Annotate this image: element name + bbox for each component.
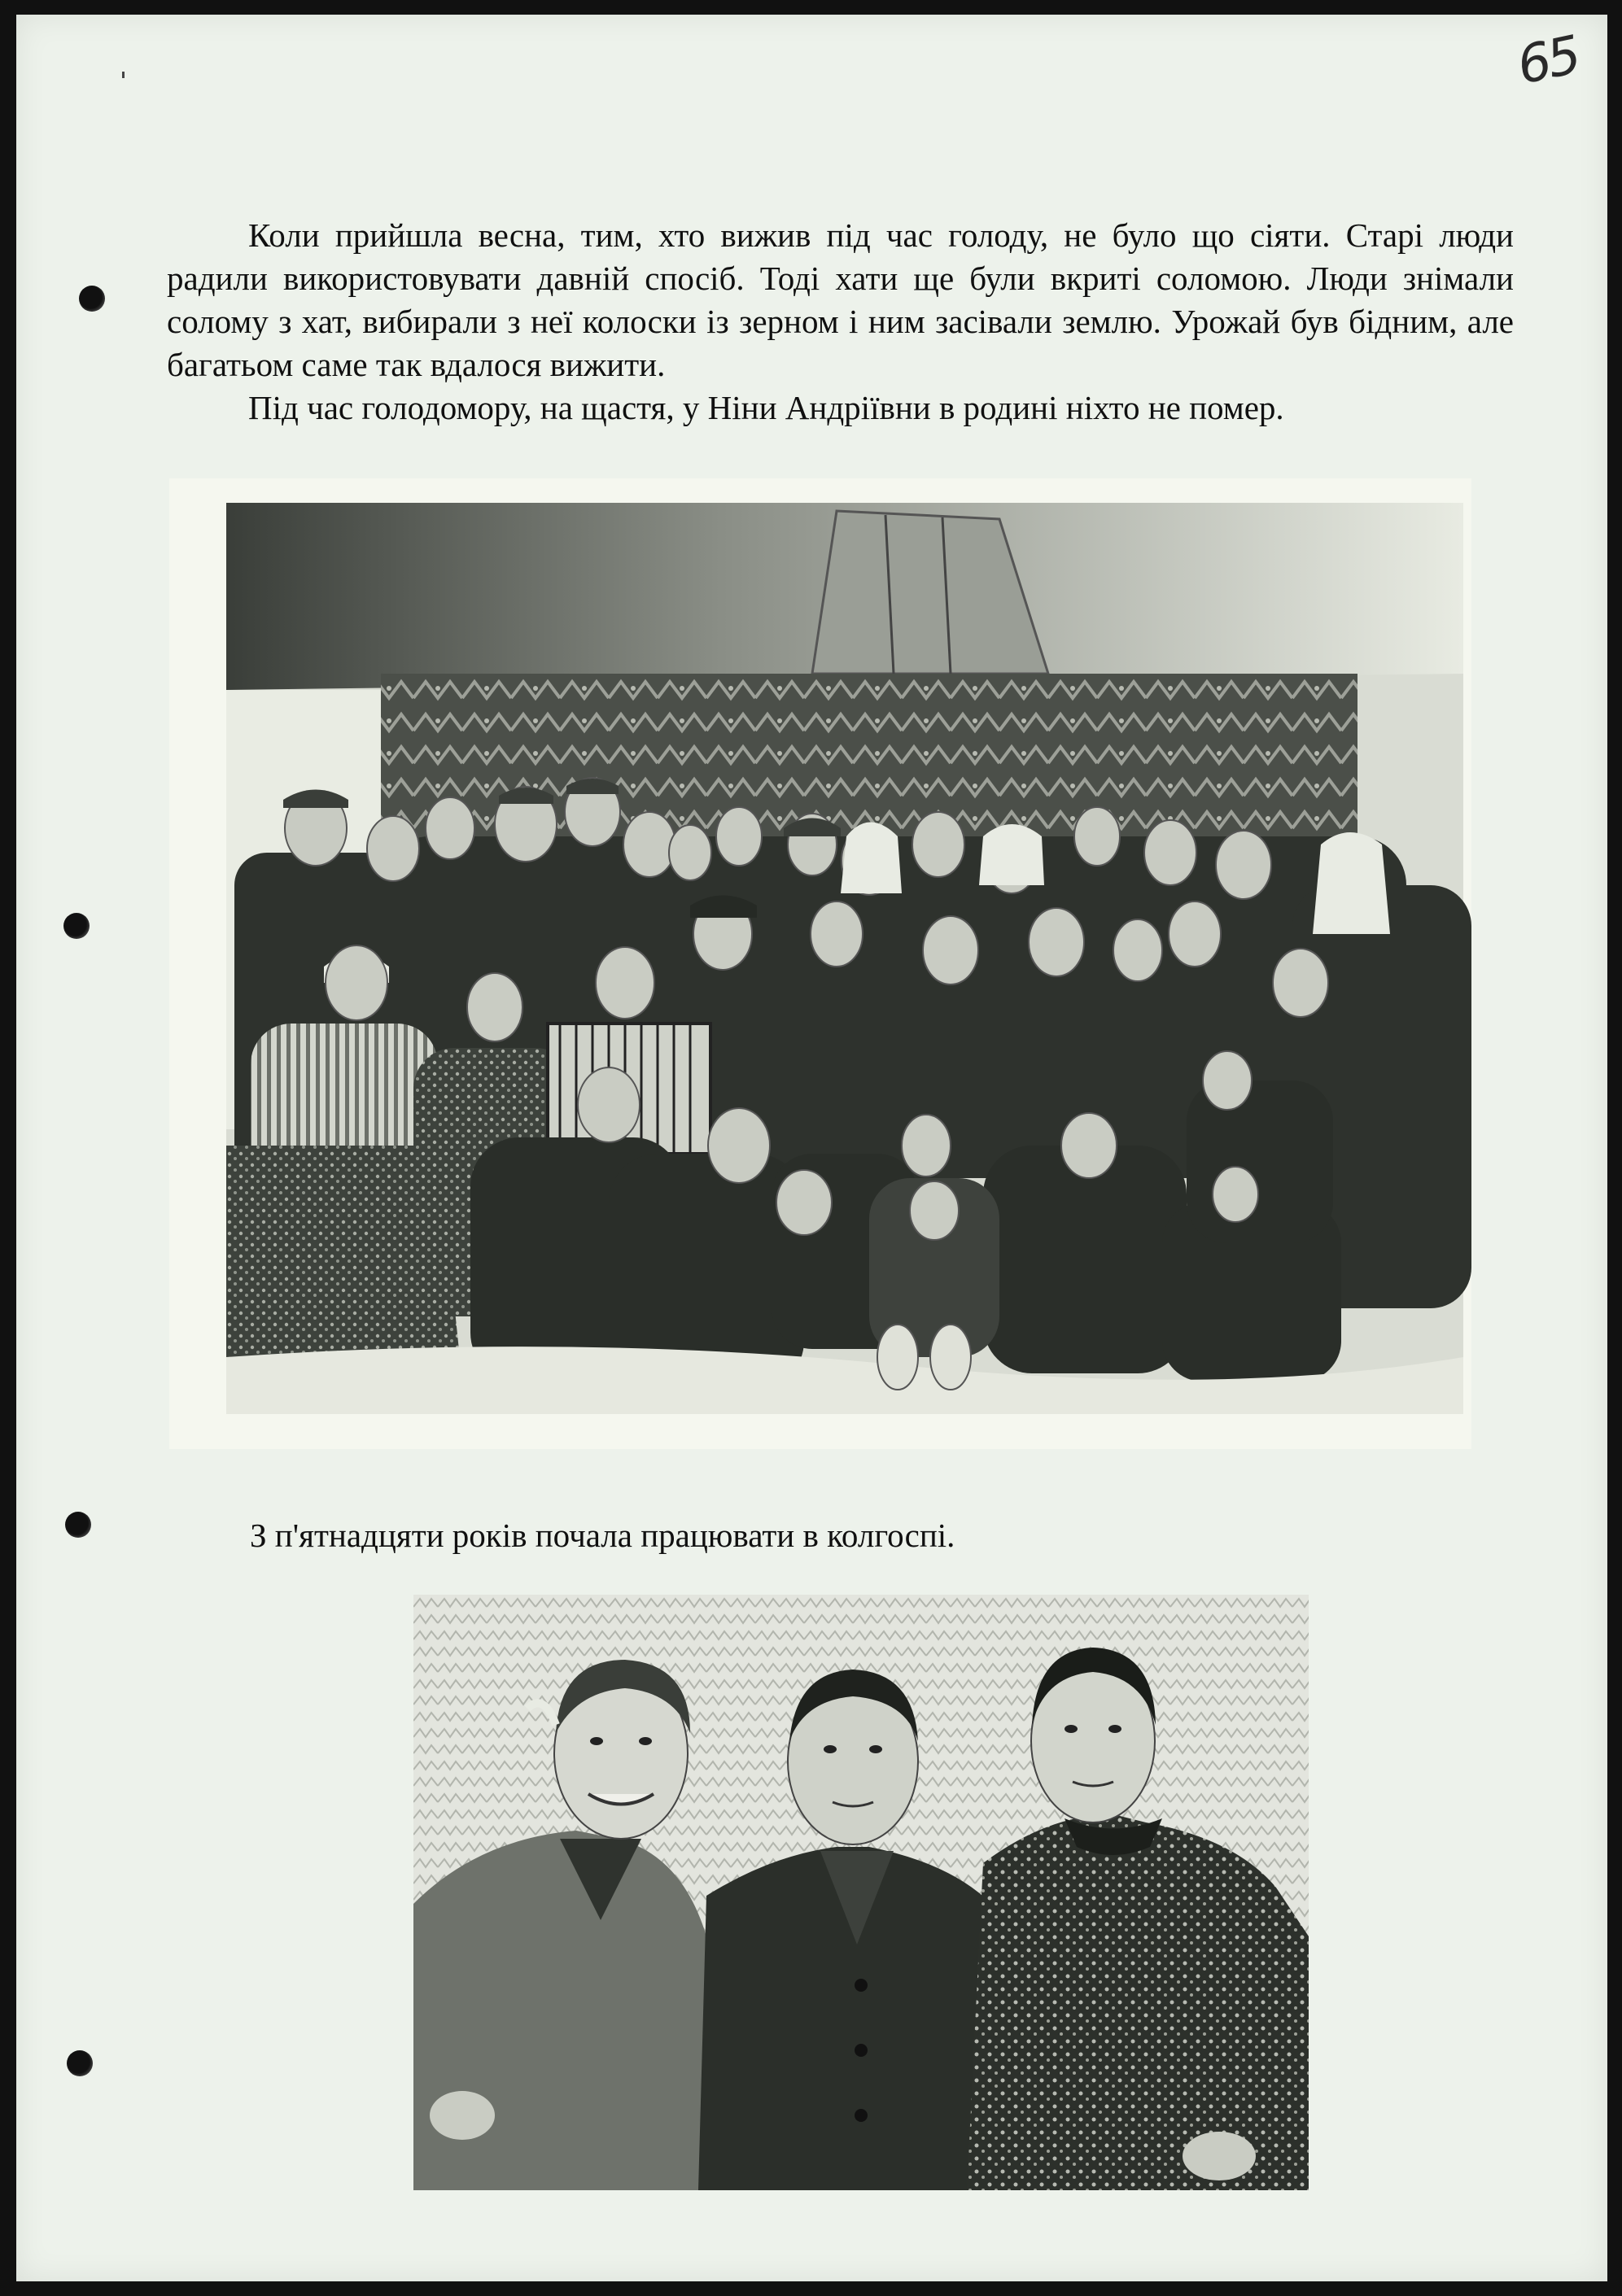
punch-hole-icon [63,913,90,939]
paper-sheet [16,15,1607,2281]
punch-hole-icon [79,286,105,312]
photo-caption: З п'ятнадцяти років почала працювати в колгоспі. [250,1517,955,1554]
body-text [167,214,1514,430]
punch-hole-icon [65,1512,91,1538]
paragraph: Коли прийшла весна, тим, хто вижив під час голоду, не було що сіяти. Старі люди радили використовувати давній спосіб. Тоді хати ще були вкриті соломою. Люди знімали солому з хат, вибирали з неї колоски із зерном і ним засівали землю. Урожай був бідним, але багатьом саме так вдалося вижити. [167,216,1514,383]
group-photo [169,478,1471,1449]
punch-hole-icon [67,2050,93,2076]
paragraph: Під час голодомору, на щастя, у Ніни Андріївни в родині ніхто не помер. [248,389,1284,426]
page-number: 65 [1512,25,1584,97]
pen-mark [122,72,125,78]
portrait-photo [413,1595,1309,2190]
